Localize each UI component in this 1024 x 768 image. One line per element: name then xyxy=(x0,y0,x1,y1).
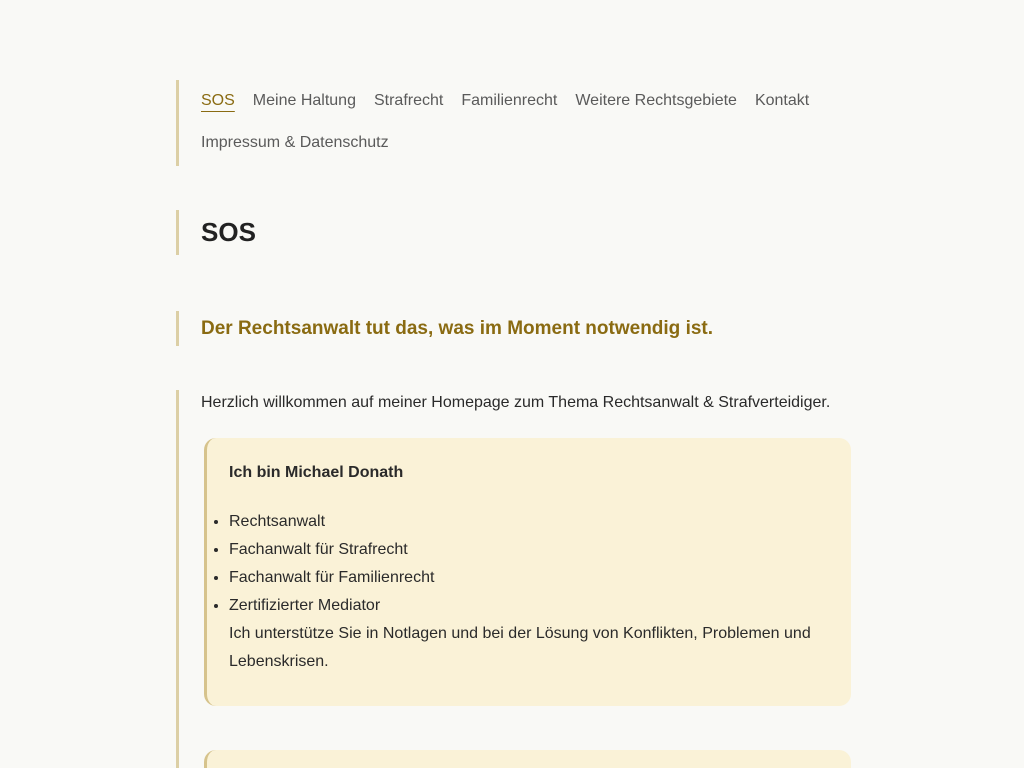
profile-card xyxy=(204,438,851,706)
nav-item-familienrecht[interactable] xyxy=(461,80,557,122)
nav-list xyxy=(201,80,848,164)
nav-link-weitere-rechtsgebiete[interactable]: Weitere Rechtsgebiete xyxy=(575,92,737,109)
tagline-block xyxy=(176,311,713,346)
list-item: • Fachanwalt für Familienrecht xyxy=(229,564,829,592)
list-item: • Zertifizierter Mediator xyxy=(229,592,829,620)
nav-item-kontakt[interactable] xyxy=(755,80,809,122)
nav-link-strafrecht[interactable]: Strafrecht xyxy=(373,92,444,109)
main-navigation xyxy=(176,80,848,166)
page-title-block xyxy=(176,210,256,255)
tagline: Der Rechtsanwalt tut das, was im Moment notwendig ist. xyxy=(201,318,714,339)
nav-link-familienrecht[interactable]: Familienrecht xyxy=(461,92,558,109)
nav-item-impressum[interactable] xyxy=(201,122,389,164)
list-item: • Rechtsanwalt xyxy=(229,508,829,536)
nav-item-sos[interactable] xyxy=(201,80,235,122)
qualifications-list xyxy=(229,508,829,620)
profile-description: Ich unterstütze Sie in Notlagen und bei der Lösung von Konflikten, Problemen und Lebenskrisen. xyxy=(229,625,811,670)
page-title: SOS xyxy=(201,217,256,247)
nav-link-meine-haltung[interactable]: Meine Haltung xyxy=(252,92,356,109)
nav-link-impressum[interactable]: Impressum & Datenschutz xyxy=(201,134,389,151)
nav-link-sos[interactable]: SOS xyxy=(201,92,235,109)
welcome-text: Herzlich willkommen auf meiner Homepage zum Thema Rechtsanwalt & Strafverteidiger. xyxy=(201,394,831,411)
main-content xyxy=(176,390,848,768)
nav-item-strafrecht[interactable] xyxy=(374,80,443,122)
nav-link-kontakt[interactable]: Kontakt xyxy=(754,92,810,109)
nav-item-meine-haltung[interactable] xyxy=(253,80,356,122)
secondary-card xyxy=(204,750,851,768)
profile-heading: Ich bin Michael Donath xyxy=(229,464,404,481)
nav-item-weitere-rechtsgebiete[interactable] xyxy=(575,80,737,122)
list-item: • Fachanwalt für Strafrecht xyxy=(229,536,829,564)
